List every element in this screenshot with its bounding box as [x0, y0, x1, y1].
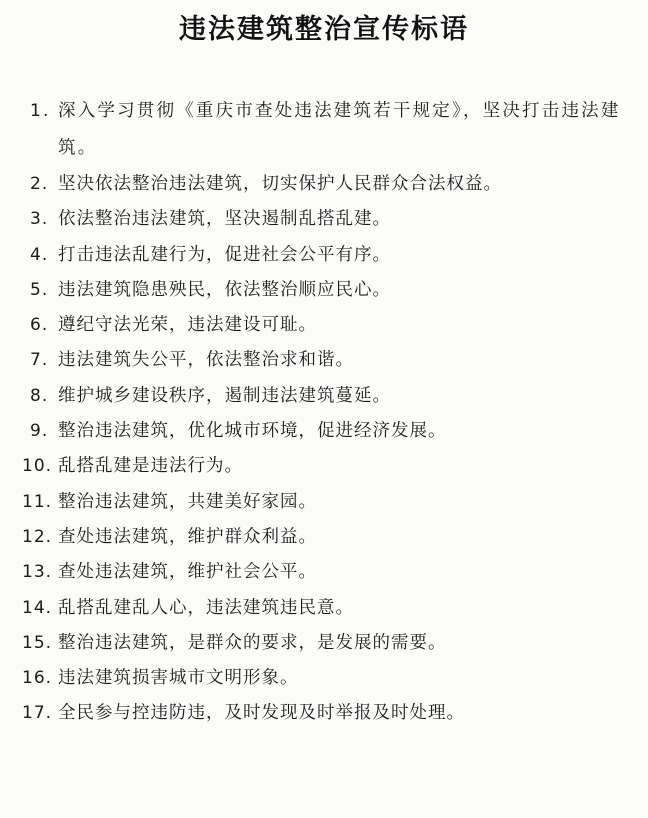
list-item — [0, 238, 648, 273]
item-text: 深入学习贯彻《重庆市查处违法建筑若干规定》，坚决打击违法建筑。 — [58, 101, 621, 158]
list-item — [0, 520, 648, 555]
item-number: 5. — [30, 279, 49, 300]
item-number: 8. — [30, 385, 49, 406]
list-item — [0, 696, 648, 731]
list-item — [0, 273, 648, 308]
item-text: 乱搭乱建乱人心，违法建筑违民意。 — [58, 597, 354, 618]
list-item — [0, 379, 648, 414]
item-number: 7. — [30, 350, 49, 371]
list-item — [0, 485, 648, 520]
item-number: 14. — [22, 597, 53, 618]
item-number: 11. — [22, 491, 53, 512]
page-title: 违法建筑整治宣传标语 — [179, 14, 469, 45]
list-item — [0, 591, 648, 626]
list-item — [0, 626, 648, 661]
item-text: 违法建筑失公平，依法整治求和谐。 — [58, 350, 354, 371]
list-item — [0, 308, 648, 343]
item-text: 违法建筑损害城市文明形象。 — [58, 668, 299, 689]
list-item — [0, 93, 648, 167]
list-item — [0, 449, 648, 484]
item-text: 全民参与控违防违，及时发现及时举报及时处理。 — [58, 703, 465, 724]
item-text: 整治违法建筑，共建美好家园。 — [58, 491, 317, 512]
item-text: 坚决依法整治违法建筑，切实保护人民群众合法权益。 — [58, 174, 502, 194]
item-number: 10. — [22, 456, 53, 477]
item-number: 6. — [30, 315, 49, 336]
slogan-list — [0, 93, 648, 732]
item-number: 9. — [30, 421, 49, 442]
item-text: 遵纪守法光荣，违法建设可耻。 — [58, 315, 317, 336]
list-item — [0, 414, 648, 449]
list-item — [0, 343, 648, 378]
item-number: 13. — [22, 562, 53, 583]
item-text: 整治违法建筑，优化城市环境，促进经济发展。 — [58, 421, 447, 442]
list-item — [0, 661, 648, 696]
list-item — [0, 167, 648, 202]
item-text: 整治违法建筑，是群众的要求，是发展的需要。 — [58, 632, 447, 653]
item-number: 2. — [30, 174, 49, 194]
item-text: 乱搭乱建是违法行为。 — [58, 456, 243, 477]
item-number: 3. — [30, 209, 49, 230]
item-text: 查处违法建筑，维护社会公平。 — [58, 562, 317, 583]
item-number: 15. — [22, 632, 53, 653]
item-text: 违法建筑隐患殃民，依法整治顺应民心。 — [58, 279, 391, 300]
item-text: 依法整治违法建筑，坚决遏制乱搭乱建。 — [58, 209, 391, 230]
item-number: 12. — [22, 526, 53, 547]
list-item — [0, 202, 648, 237]
item-number: 4. — [30, 244, 49, 265]
item-text: 维护城乡建设秩序，遏制违法建筑蔓延。 — [58, 385, 391, 406]
item-number: 16. — [22, 668, 53, 689]
item-number: 17. — [22, 703, 53, 724]
list-item — [0, 555, 648, 590]
item-text: 打击违法乱建行为，促进社会公平有序。 — [58, 244, 391, 265]
item-number: 1. — [30, 101, 51, 121]
item-text: 查处违法建筑，维护群众利益。 — [58, 526, 317, 547]
